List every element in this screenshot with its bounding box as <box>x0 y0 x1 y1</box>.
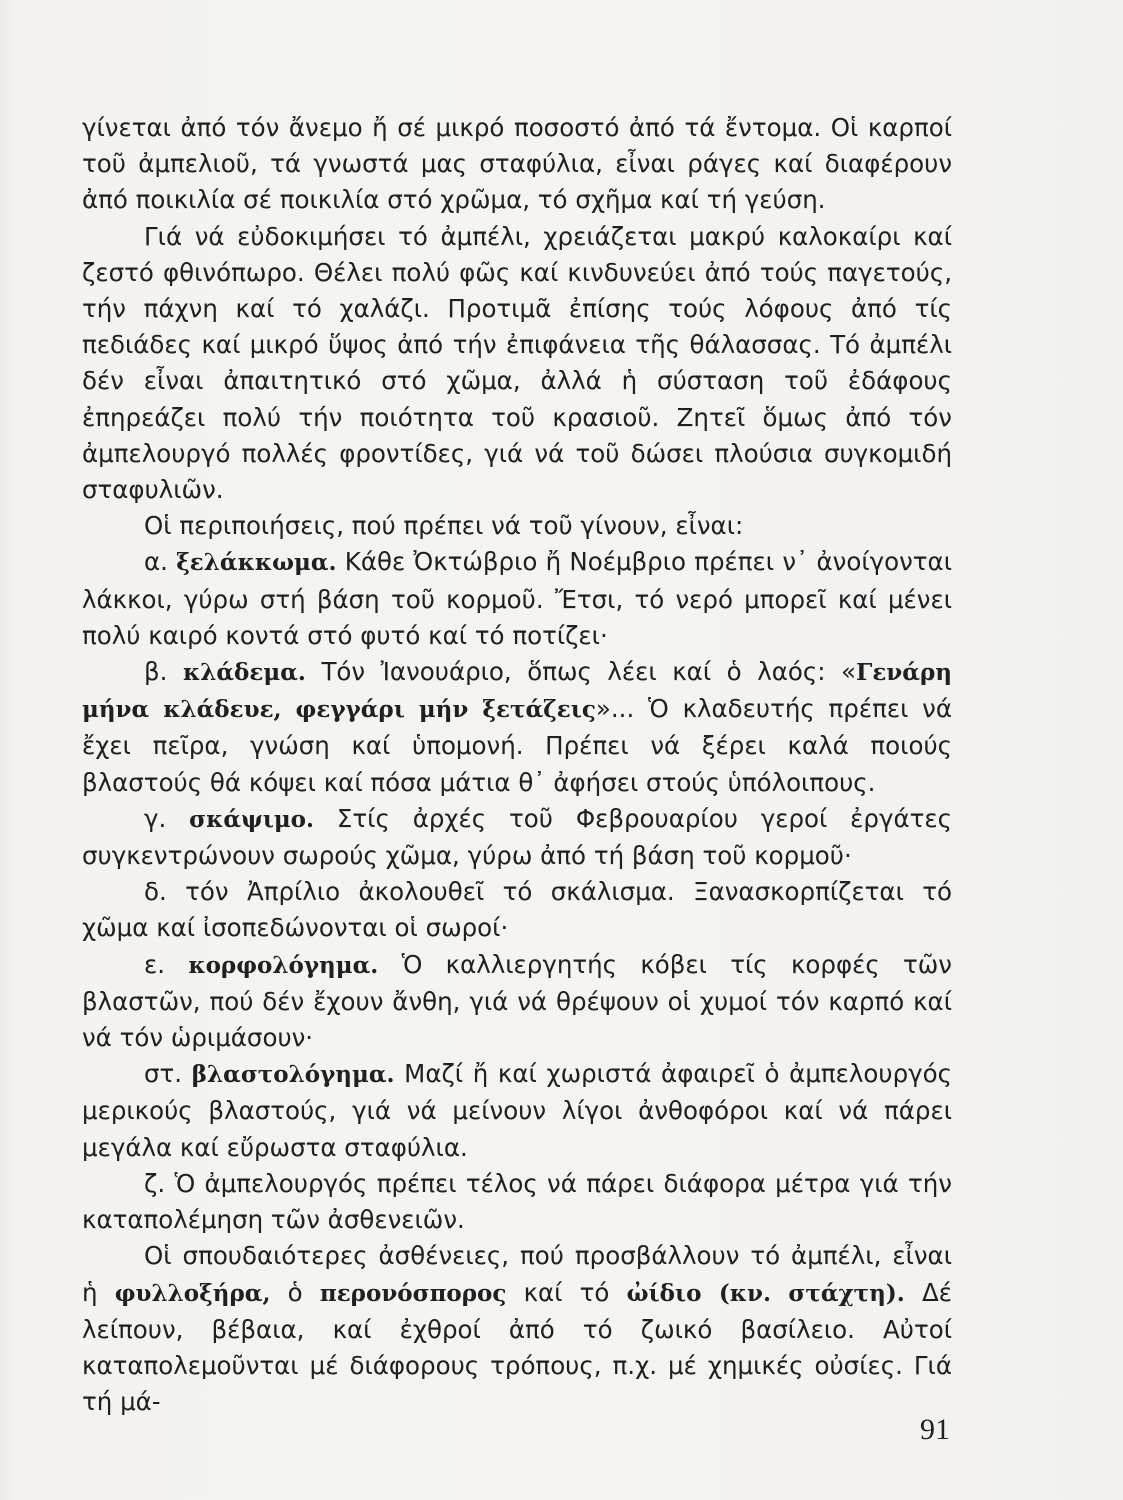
paragraph <box>82 1238 952 1420</box>
text-run: στ. <box>144 1059 192 1089</box>
bold-term: ξελάκκωμα. <box>176 549 337 577</box>
text-run: δ. τόν Ἀπρίλιο ἀκολουθεῖ τό σκάλισμα. Ξανασκορπίζεται τό χῶμα καί ἰσοπεδώνονται οἱ σωροί· <box>82 877 952 943</box>
paragraph <box>82 110 952 219</box>
bold-term: σκάψιμο. <box>189 805 315 833</box>
bold-term: φυλλοξήρα, <box>114 1279 271 1307</box>
text-run: ζ. Ὁ ἀμπελουργός πρέπει τέλος νά πάρει διάφορα μέτρα γιά τήν καταπολέμηση τῶν ἀσθενειῶν. <box>82 1168 952 1235</box>
text-run: Δέ λείπουν, βέβαια, καί ἐχθροί ἀπό τό ζωικό βασίλειο. Αὐτοί καταπολεμοῦνται μέ διάφορους τρόπους, π.χ. μέ χημικές οὐσίες. Γιά τή μά- <box>82 1277 952 1417</box>
list-item-zeta <box>82 1166 952 1238</box>
bold-term: βλαστολόγημα. <box>191 1061 395 1089</box>
text-run: γίνεται ἀπό τόν ἄνεμο ἤ σέ μικρό ποσοστό ἀπό τά ἔντομα. Οἱ καρποί τοῦ ἀμπελιοῦ, τά γνωστά μας σταφύλια, εἶναι ράγες καί διαφέρουν ἀπό ποικιλία σέ ποικιλία στό χρῶμα, τό σχῆμα καί τή γεύση. <box>82 113 952 215</box>
bold-term: περονόσπορος <box>319 1279 507 1307</box>
paragraph <box>82 508 952 544</box>
text-run: »... Ὁ κλαδευτής πρέπει νά ἔχει πεῖρα, γνώση καί ὑπομονή. Πρέπει νά ξέρει καλά ποιούς βλαστούς θά κόψει καί πόσα μάτια θ᾽ ἀφήσει στούς ὑπόλοιπους. <box>82 694 952 797</box>
body-text <box>82 110 952 1420</box>
text-run: Κάθε Ὀκτώβριο ἤ Νοέμβριο πρέπει ν᾽ ἀνοίγονται λάκκοι, γύρω στή βάση τοῦ κορμοῦ. Ἔτσι, τό νερό μπορεῖ καί μένει πολύ καιρό κοντά στό φυτό καί τό ποτίζει· <box>82 547 952 650</box>
text-run: Μαζί ἤ καί χωριστά ἀφαιρεῖ ὁ ἀμπελουργός μερικούς βλαστούς, γιά νά μείνουν λίγοι ἀνθοφόροι καί νά πάρει μεγάλα καί εὔρωστα σταφύλια. <box>82 1059 952 1162</box>
text-run: Οἱ περιποιήσεις, πού πρέπει νά τοῦ γίνουν, εἶναι: <box>144 511 744 541</box>
paragraph <box>82 219 952 509</box>
text-run: Γιά νά εὐδοκιμήσει τό ἀμπέλι, χρειάζεται μακρύ καλοκαίρι καί ζεστό φθινόπωρο. Θέλει πολύ φῶς καί κινδυνεύει ἀπό τούς παγετούς, τήν πάχνη καί τό χαλάζι. Προτιμᾶ ἐπίσης τούς λόφους ἀπό τίς πεδιάδες καί μικρό ὕψος ἀπό τήν ἐπιφάνεια τῆς θάλασσας. Τό ἀμπέλι δέν εἶναι ἀπαιτητικό στό χῶμα, ἀλλά ἡ σύσταση τοῦ ἐδάφους ἐπηρεάζει πολύ τήν ποιότητα τοῦ κρασιοῦ. Ζητεῖ ὅμως ἀπό τόν ἀμπελουργό πολλές φροντίδες, γιά νά τοῦ δώσει πλούσια συγκομιδή σταφυλιῶν. <box>82 221 952 505</box>
text-run: Στίς ἀρχές τοῦ Φεβρουαρίου γεροί ἐργάτες συγκεντρώνουν σωρούς χῶμα, γύρω ἀπό τή βάση τοῦ κορμοῦ· <box>82 803 953 871</box>
bold-term: κορφολόγημα. <box>188 951 379 979</box>
text-run: ὁ <box>270 1277 320 1307</box>
page-number: 91 <box>920 1413 950 1446</box>
list-item-gamma <box>82 801 952 874</box>
text-run: Οἱ σπουδαιότερες ἀσθένειες, πού προσβάλλουν τό ἀμπέλι, εἶναι ἡ <box>82 1241 952 1307</box>
bold-term: κλάδεμα. <box>182 659 306 687</box>
text-run: β. <box>144 657 183 687</box>
list-item-epsilon <box>82 947 952 1057</box>
text-run: Τόν Ἰανουάριο, ὅπως λέει καί ὁ λαός: « <box>305 657 856 687</box>
list-item-beta <box>82 654 952 801</box>
list-item-alpha <box>82 544 952 654</box>
text-run: γ. <box>144 803 190 833</box>
text-run: ε. <box>144 949 189 979</box>
list-item-st <box>82 1056 952 1166</box>
text-run: καί τό <box>506 1277 627 1307</box>
list-item-delta <box>82 874 952 946</box>
text-run: α. <box>144 547 177 577</box>
bold-term: ὠίδιο (κν. στάχτη). <box>626 1279 905 1307</box>
text-run: Ὁ καλλιεργητής κόβει τίς κορφές τῶν βλαστῶν, πού δέν ἔχουν ἄνθη, γιά νά θρέψουν οἱ χυμοί τόν καρπό καί νά τόν ὡριμάσουν· <box>82 949 952 1053</box>
bold-term: Γενάρη μήνα κλάδευε, φεγγάρι μήν ξετάζεις <box>82 659 952 724</box>
